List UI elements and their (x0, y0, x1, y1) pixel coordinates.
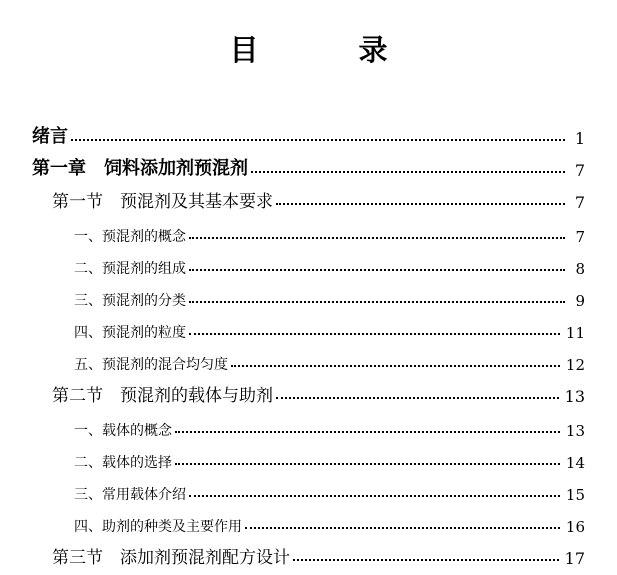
toc-entry-label: 二、预混剂的组成 (74, 261, 186, 277)
toc-entry-page: 7 (574, 161, 585, 180)
toc-entry (74, 222, 585, 246)
toc-entry-page: 1 (574, 129, 585, 148)
toc-entry (52, 382, 585, 406)
toc-entry-label: 一、预混剂的概念 (74, 229, 186, 245)
leader-dots (276, 203, 565, 205)
toc-entry (74, 448, 585, 472)
leader-dots (189, 301, 565, 303)
toc-entry (74, 318, 585, 342)
toc-entry (74, 254, 585, 278)
toc-entry (74, 350, 585, 374)
toc-entry-label: 第一节 预混剂及其基本要求 (52, 192, 273, 212)
toc-entry-label: 三、常用载体介绍 (74, 487, 186, 503)
toc-entry-label: 四、助剂的种类及主要作用 (74, 519, 242, 535)
toc-entry-page: 11 (565, 324, 585, 342)
toc-entry-label: 二、载体的选择 (74, 455, 172, 471)
toc-entry (52, 188, 585, 212)
toc-entry-page: 17 (564, 549, 585, 568)
leader-dots (189, 495, 560, 497)
toc-entry-page: 7 (575, 228, 585, 246)
leader-dots (189, 269, 565, 271)
leader-dots (175, 431, 560, 433)
toc-entry-label: 第三节 添加剂预混剂配方设计 (52, 548, 290, 568)
title-char-2: 录 (358, 33, 388, 67)
toc-entry-page: 16 (565, 518, 585, 536)
toc-entry-label: 四、预混剂的粒度 (74, 325, 186, 341)
toc-entry-page: 12 (565, 356, 585, 374)
toc-entry (32, 124, 585, 148)
toc-entry-label: 一、载体的概念 (74, 423, 172, 439)
toc-entry-page: 13 (565, 422, 585, 440)
toc-entry-label: 第一章 饲料添加剂预混剂 (32, 158, 248, 179)
toc-entry (74, 512, 585, 536)
leader-dots (231, 365, 560, 367)
toc-entry-label: 五、预混剂的混合均匀度 (74, 357, 228, 373)
toc-entry-page: 7 (574, 193, 585, 212)
toc-entry-label: 绪言 (32, 126, 68, 147)
leader-dots (189, 333, 560, 335)
leader-dots (251, 171, 565, 173)
leader-dots (276, 397, 559, 399)
leader-dots (293, 559, 559, 561)
toc-entry-page: 14 (565, 454, 585, 472)
toc-entry-page: 15 (565, 486, 585, 504)
toc-entry (74, 480, 585, 504)
toc-entry-page: 8 (575, 260, 585, 278)
leader-dots (175, 463, 560, 465)
toc-entry (74, 286, 585, 310)
toc-entry-page: 13 (564, 387, 585, 406)
page-title (0, 28, 617, 69)
toc-entry-label: 三、预混剂的分类 (74, 293, 186, 309)
toc-entry (52, 544, 585, 568)
toc-entry (32, 156, 585, 180)
title-char-1: 目 (229, 33, 259, 67)
leader-dots (189, 237, 565, 239)
toc-entry-page: 9 (575, 292, 585, 310)
leader-dots (71, 139, 565, 141)
toc-entry (74, 416, 585, 440)
leader-dots (245, 527, 560, 529)
toc-entry-label: 第二节 预混剂的载体与助剂 (52, 386, 273, 406)
